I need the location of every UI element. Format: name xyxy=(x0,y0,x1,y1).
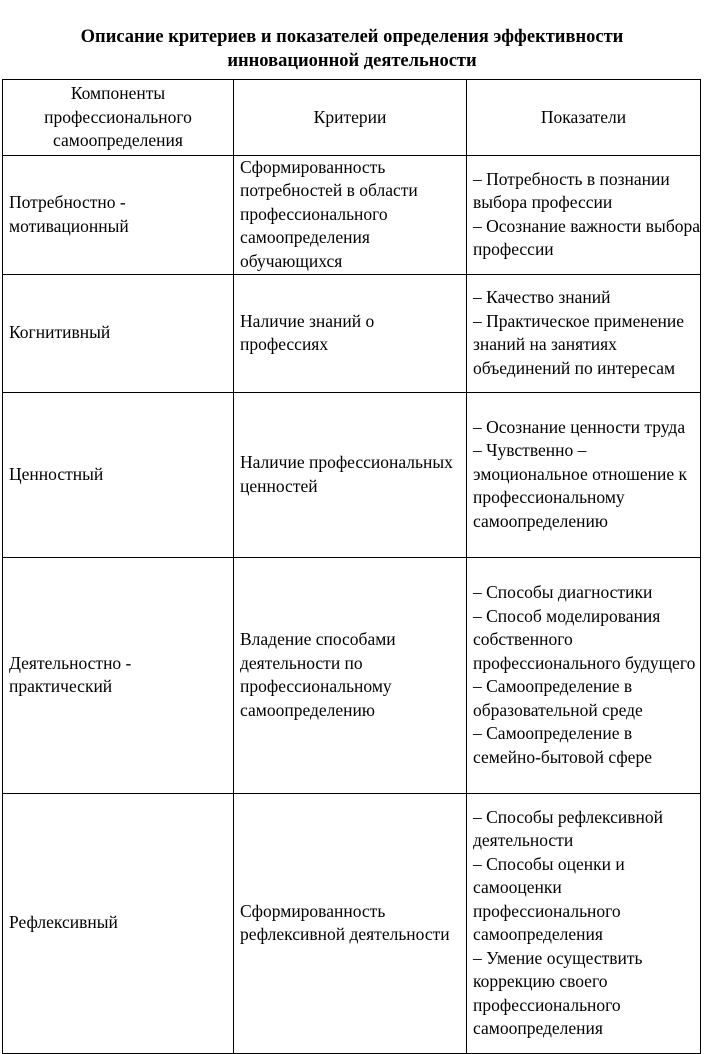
indicators-cell: – Потребность в познании выбора профессии – Осознание важности выбора профессии xyxy=(467,155,701,274)
document-title xyxy=(0,25,704,73)
table-header-row xyxy=(3,80,701,156)
header-indicators: Показатели xyxy=(467,80,701,156)
title-line-2: инновационной деятельности xyxy=(227,51,477,71)
component-cell: Рефлексивный xyxy=(3,793,234,1053)
component-cell: Деятельностно - практический xyxy=(3,557,234,793)
header-criteria: Критерии xyxy=(234,80,467,156)
component-cell: Потребностно - мотивационный xyxy=(3,155,234,274)
indicators-cell: – Осознание ценности труда – Чувственно – эмоциональное отношение к профессиональному самоопределению xyxy=(467,392,701,557)
component-cell: Ценностный xyxy=(3,392,234,557)
table-row xyxy=(3,793,701,1053)
table-row xyxy=(3,274,701,392)
indicators-cell: – Способы рефлексивной деятельности – Способы оценки и самооценки профессионального самоопределения – Умение осуществить коррекцию своего профессионального самоопределения xyxy=(467,793,701,1053)
title-line-1: Описание критериев и показателей определения эффективности xyxy=(80,27,624,47)
header-components: Компоненты профессионального самоопределения xyxy=(3,80,234,156)
table-row xyxy=(3,155,701,274)
criterion-cell: Наличие профессиональных ценностей xyxy=(234,392,467,557)
component-cell: Когнитивный xyxy=(3,274,234,392)
criterion-cell: Сформированность потребностей в области профессионального самоопределения обучающихся xyxy=(234,155,467,274)
criterion-cell: Сформированность рефлексивной деятельности xyxy=(234,793,467,1053)
table-row xyxy=(3,392,701,557)
indicators-cell: – Качество знаний – Практическое применение знаний на занятиях объединений по интересам xyxy=(467,274,701,392)
criterion-cell: Владение способами деятельности по профессиональному самоопределению xyxy=(234,557,467,793)
criterion-cell: Наличие знаний о профессиях xyxy=(234,274,467,392)
criteria-table xyxy=(2,79,701,1054)
table-row xyxy=(3,557,701,793)
indicators-cell: – Способы диагностики – Способ моделирования собственного профессионального будущего – Самоопределение в образовательной среде – Самоопределение в семейно-бытовой сфере xyxy=(467,557,701,793)
